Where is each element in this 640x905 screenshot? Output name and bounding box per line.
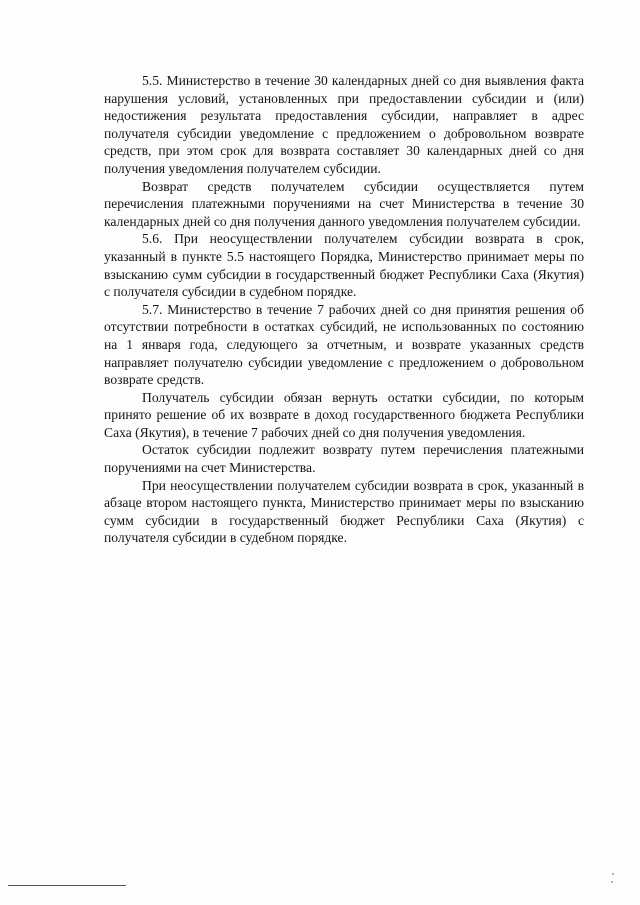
scan-artifact (612, 873, 614, 875)
paragraph-court-recovery: При неосуществлении получателем субсидии возврата в срок, указанный в абзаце втором настоящего пункта, Министерство принимает меры по взысканию сумм субсидии в государственный бюджет Республики Саха (Якутия) с получателя субсидии в судебном порядке. (104, 477, 584, 546)
footnote-divider (8, 885, 126, 886)
scan-artifact (611, 881, 613, 883)
paragraph-remainder-return: Остаток субсидии подлежит возврату путем перечисления платежными поручениями на счет Министерства. (104, 442, 584, 476)
paragraph-5-7: 5.7. Министерство в течение 7 рабочих дней со дня принятия решения об отсутствии потребности в остатках субсидий, не использованных по состоянию на 1 января года, следующего за отчетным, и возврате указанных средств направляет получателю субсидии уведомление с предложением о добровольном возврате средств. (104, 301, 584, 388)
paragraph-5-5: 5.5. Министерство в течение 30 календарных дней со дня выявления факта нарушения условий, установленных при предоставлении субсидии и (или) недостижения результата предоставления субсидии, направляет в адрес получателя субсидии уведомление с предложением о добровольном возврате средств, при этом срок для возврата составляет 30 календарных дней со дня получения уведомления получателем субсидии. (104, 73, 584, 176)
paragraph-refund-procedure: Возврат средств получателем субсидии осуществляется путем перечисления платежными поручениями на счет Министерства в течение 30 календарных дней со дня получения данного уведомления получателем субсидии. (104, 178, 584, 229)
document-body (104, 72, 584, 547)
paragraph-return-obligation: Получатель субсидии обязан вернуть остатки субсидии, по которым принято решение об их возврате в доход государственного бюджета Республики Саха (Якутия), в течение 7 рабочих дней со дня получения уведомления. (104, 389, 584, 440)
paragraph-5-6: 5.6. При неосуществлении получателем субсидии возврата в срок, указанный в пункте 5.5 настоящего Порядка, Министерство принимает меры по взысканию сумм субсидии в государственный бюджет Республики Саха (Якутия) с получателя субсидии в судебном порядке. (104, 231, 584, 300)
